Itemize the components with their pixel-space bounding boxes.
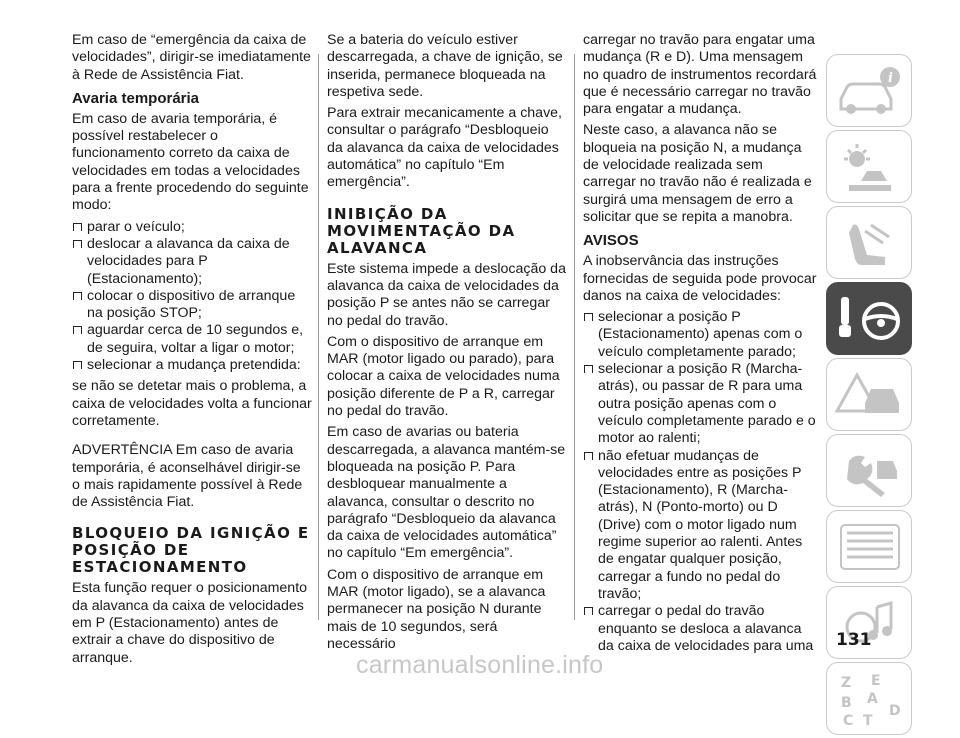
- paragraph: Em caso de “emergência da caixa de velocidades”, dirigir-se imediatamente à Rede de Assistência Fiat.: [72, 32, 311, 83]
- column-3: [583, 32, 817, 659]
- seat-airbag-icon: [827, 207, 913, 280]
- index-letter: Z: [841, 675, 852, 691]
- list-item: aguardar cerca de 10 segundos e, de seguira, voltar a ligar o motor;: [72, 322, 312, 357]
- dashboard-lights-icon: [827, 131, 913, 204]
- heading-inibicao: INIBIÇÃO DA MOVIMENTAÇÃO DA ALAVANCA: [327, 204, 516, 257]
- index-letter: E: [871, 673, 881, 689]
- warning-triangle-icon: [827, 359, 913, 432]
- tab-technical-data[interactable]: [826, 510, 912, 583]
- avisos-list: [583, 309, 817, 655]
- paragraph: Em caso de avarias ou bateria descarregada, a alavanca mantém-se bloqueada na posição P. Para desbloquear manualmente a alavanca, consultar o descrito no parágrafo “Desbloqueio da alavanca da caixa de velocidades automática” no capítulo “Em emergência”.: [327, 424, 566, 562]
- column-divider: [574, 54, 575, 620]
- paragraph: Neste caso, a alavanca não se bloqueia na posição N, a mudança de velocidade realizada sem carregar no travão não é realizada e surgirá uma mensagem de erro a solicitar que se repita a manobra.: [583, 122, 812, 225]
- index-letter: A: [867, 691, 878, 707]
- list-item: selecionar a posição P (Estacionamento) apenas com o veículo completamente parado;: [583, 309, 817, 361]
- car-info-icon: [827, 55, 913, 128]
- key-steering-wheel-icon: [827, 283, 913, 356]
- page-number: 131: [836, 630, 872, 650]
- list-item: parar o veículo;: [72, 219, 312, 236]
- paragraph: Para extrair mecanicamente a chave, consultar o parágrafo “Desbloqueio da alavanca da caixa de velocidades automática” no capítulo “Em emergência”.: [327, 105, 562, 191]
- tab-seat-airbag[interactable]: [826, 206, 912, 279]
- list-item: selecionar a posição R (Marcha-atrás), ou passar de R para uma outra posição apenas com o veículo completamente parado e o motor ao ralenti;: [583, 361, 817, 447]
- advertencia-paragraph: ADVERTÊNCIA Em caso de avaria temporária, é aconselhável dirigir-se o mais rapidamente possível à Rede de Assistência Fiat.: [72, 442, 303, 511]
- paragraph: Em caso de avaria temporária, é possível restabelecer o funcionamento correto da caixa de velocidades em todas a velocidades para a frente procedendo do seguinte modo:: [72, 110, 309, 214]
- index-letter: C: [843, 713, 854, 729]
- watermark: carmanualsonline.info: [356, 651, 604, 679]
- column-1: [72, 32, 312, 671]
- svg-text:i: i: [888, 71, 893, 86]
- steps-list: [72, 219, 312, 375]
- tab-warning[interactable]: [826, 358, 912, 431]
- column-2: [327, 32, 567, 657]
- index-letter: T: [863, 713, 873, 729]
- tab-maintenance[interactable]: [826, 434, 912, 507]
- wrench-car-icon: [827, 435, 913, 508]
- column-divider: [318, 54, 319, 620]
- paragraph: Se a bateria do veículo estiver descarregada, a chave de ignição, se inserida, permanece bloqueada na respetiva sede.: [327, 32, 563, 100]
- list-item: colocar o dispositivo de arranque na posição STOP;: [72, 288, 312, 323]
- paragraph: Esta função requer o posicionamento da alavanca da caixa de velocidades em P (Estacionamento) antes de extrair a chave do dispositivo de arranque.: [72, 580, 308, 666]
- paragraph: Com o dispositivo de arranque em MAR (motor ligado), se a alavanca permanecer na posição N durante mais de 10 segundos, será necessário: [327, 566, 546, 652]
- list-item: carregar o pedal do travão enquanto se desloca a alavanca da caixa de velocidades para uma: [583, 603, 817, 655]
- list-item: não efetuar mudanças de velocidades entre as posições P (Estacionamento), R (Marcha-atrás), N (Ponto-morto) ou D (Drive) com o motor ligado num regime superior ao ralenti. Antes de engatar qualquer posição, carregar a fundo no pedal do travão;: [583, 448, 817, 604]
- tab-car-info[interactable]: [826, 54, 912, 127]
- paragraph: carregar no travão para engatar uma mudança (R e D). Uma mensagem no quadro de instrumentos recordará que é necessário carregar no travão para engatar a mudança.: [583, 32, 817, 118]
- tab-dashboard-lights[interactable]: [826, 130, 912, 203]
- tab-index[interactable]: [826, 662, 912, 735]
- index-letters-icon: [827, 663, 913, 736]
- paragraph: Com o dispositivo de arranque em MAR (motor ligado ou parado), para colocar a caixa de velocidades numa posição diferente de P a R, carregar no pedal do travão.: [327, 333, 560, 420]
- paragraph: se não se detetar mais o problema, a caixa de velocidades volta a funcionar corretamente.: [72, 378, 312, 429]
- heading-bloqueio-ignicao: BLOQUEIO DA IGNIÇÃO E POSIÇÃO DE ESTACIONAMENTO: [72, 524, 310, 577]
- heading-avisos: AVISOS: [583, 232, 639, 250]
- paragraph: A inobservância das instruções fornecidas de seguida pode provocar danos na caixa de velocidades:: [583, 253, 817, 304]
- paragraph: Este sistema impede a deslocação da alavanca da caixa de velocidades da posição P se antes não se carregar no pedal do travão.: [327, 260, 566, 329]
- index-letter: D: [889, 703, 901, 719]
- list-item: selecionar a mudança pretendida:: [72, 357, 312, 374]
- heading-avaria-temporaria: Avaria temporária: [72, 89, 200, 107]
- tab-key-steering-wheel[interactable]: [826, 282, 912, 355]
- index-letter: B: [841, 695, 852, 711]
- list-item: deslocar a alavanca da caixa de velocidades para P (Estacionamento);: [72, 236, 312, 288]
- technical-data-icon: [827, 511, 913, 584]
